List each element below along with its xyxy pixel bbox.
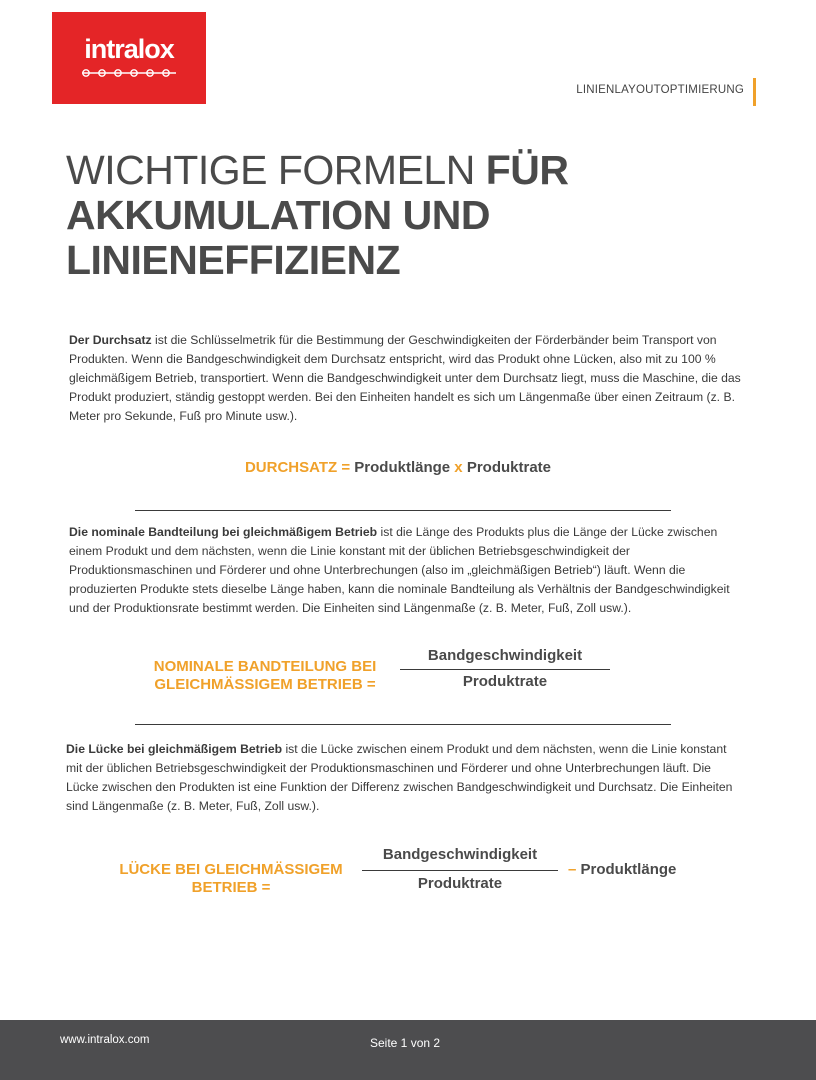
formula-durchsatz-term1: Produktlänge — [354, 459, 451, 476]
page-footer — [0, 1020, 816, 1080]
paragraph-luecke-term: Die Lücke bei gleichmäßigem Betrieb — [66, 742, 283, 756]
formula-luecke-numerator: Bandgeschwindigkeit — [382, 846, 538, 863]
page-title — [66, 148, 766, 283]
title-bold-inline: FÜR — [485, 147, 569, 193]
formula-durchsatz-operator: x — [450, 459, 467, 476]
formula-bandteilung-label-line2: GLEICHMÄSSIGEM BETRIEB = — [154, 676, 376, 693]
formula-luecke-label-line1: LÜCKE BEI GLEICHMÄSSIGEM — [119, 861, 343, 878]
tag-accent-bar — [753, 78, 756, 106]
chain-icon — [80, 67, 178, 79]
formula-durchsatz-label: DURCHSATZ = — [244, 459, 355, 476]
divider — [135, 724, 671, 725]
fraction-line — [362, 870, 558, 871]
title-light: WICHTIGE FORMELN — [66, 147, 486, 193]
formula-bandteilung-label — [130, 658, 400, 694]
intralox-logo — [52, 12, 206, 104]
paragraph-durchsatz-term: Der Durchsatz — [69, 333, 152, 347]
formula-bandteilung-numerator: Bandgeschwindigkeit — [427, 647, 583, 664]
formula-luecke-label — [100, 861, 362, 897]
formula-luecke-denominator: Produktrate — [417, 875, 503, 892]
paragraph-bandteilung — [69, 523, 749, 618]
paragraph-luecke — [66, 740, 746, 816]
formula-luecke-subtraction — [568, 861, 676, 878]
section-tag: LINIENLAYOUTOPTIMIERUNG — [576, 84, 744, 96]
paragraph-bandteilung-text: ist die Länge des Produkts plus die Länge der Lücke zwischen einem Produkt und dem nächsten, wenn die Linie konstant mit der üblichen Betriebsgeschwindigkeit der Produktionsmaschinen und Förderer und ohne Unterbrechungen (also im „gleichmäßigen Betrieb“) läuft. Wenn die produzierten Produkte stets dieselbe Länge haben, kann die nominale Bandteilung als Verhältnis der Bandgeschwindigkeit und der Produktionsrate bestimmt werden. Die Einheiten sind Längenmaße (z. B. Meter, Fuß, Zoll usw.). — [69, 525, 730, 615]
fraction-line — [400, 669, 610, 670]
paragraph-durchsatz-text: ist die Schlüsselmetrik für die Bestimmung der Geschwindigkeiten der Förderbänder beim Transport von Produkten. Wenn die Bandgeschwindigkeit dem Durchsatz entspricht, wird das Produkt ohne Lücken, also mit zu 100 % gleichmäßigem Betrieb, transportiert. Wenn die Bandgeschwindigkeit unter dem Durchsatz liegt, muss die Maschine, die das Produkt produziert, ständig gestoppt werden. Bei den Einheiten handelt es sich um Längenmaße über einen Zeitraum (z. B. Meter pro Sekunde, Fuß pro Minute usw.). — [69, 333, 741, 423]
formula-bandteilung-label-line1: NOMINALE BANDTEILUNG BEI — [153, 658, 377, 675]
formula-luecke-term: Produktlänge — [576, 861, 677, 878]
formula-durchsatz — [0, 459, 796, 476]
formula-bandteilung-denominator: Produktrate — [462, 673, 548, 690]
title-line3: LINIENEFFIZIENZ — [66, 237, 401, 283]
paragraph-durchsatz — [69, 331, 749, 426]
divider — [135, 510, 671, 511]
footer-page-number: Seite 1 von 2 — [370, 1036, 441, 1050]
paragraph-bandteilung-term: Die nominale Bandteilung bei gleichmäßigem Betrieb — [69, 525, 378, 539]
paragraph-luecke-text: ist die Lücke zwischen einem Produkt und dem nächsten, wenn die Linie konstant mit der üblichen Betriebsgeschwindigkeit der Produktionsmaschinen und Förderer und ohne Unterbrechungen läuft. Die Lücke zwischen den Produkten ist eine Funktion der Differenz zwischen Bandgeschwindigkeit und Durchsatz. Die Einheiten sind Längenmaße (z. B. Meter, Fuß, Zoll usw.). — [66, 742, 733, 813]
logo-wordmark: intralox — [84, 34, 174, 64]
formula-luecke-label-line2: BETRIEB = — [191, 879, 271, 896]
footer-url-link[interactable]: www.intralox.com — [60, 1034, 150, 1046]
formula-luecke-minus: – — [568, 861, 577, 878]
title-line2: AKKUMULATION UND — [66, 192, 490, 238]
formula-durchsatz-term2: Produktrate — [466, 459, 552, 476]
